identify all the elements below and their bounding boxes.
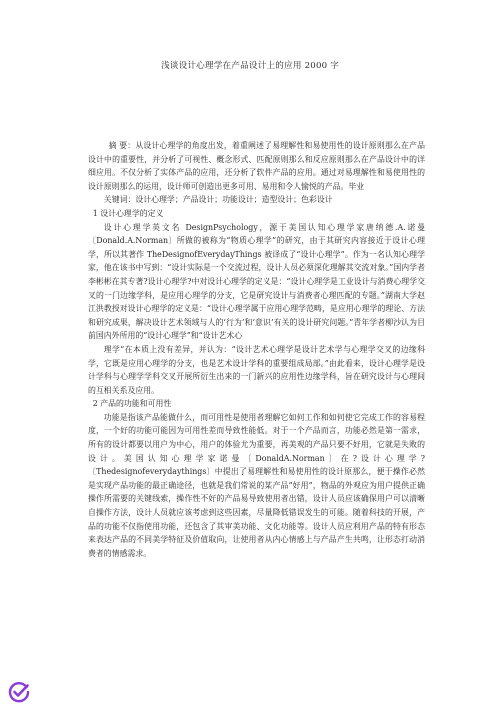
section-1-paragraph-2: 理学”在本质上没有差异，并认为：“设计艺术心理学是设计艺术学与心理学交叉的边缘科学，它既是应用心理学的分支，也是艺术设计学科的重要组成局部。”由此看来，设计心理学是设计学科与心理学学科交叉开展所衍生出来的一门新兴的应用性边缘学科，旨在研究设计与心理间的互相关系及应用。 bbox=[88, 344, 425, 395]
section-1-paragraph-1: 设计心理学英文名 DesignPsychology，源于美国认知心理学家唐纳德.A.诺曼〔Donald.A.Norman〕所做的被称为“物质心理学”的研究，由于其研究内容接近于设计心理学，所以其著作 TheDesignofEverydayThings 被译成了“设计心理学”。作为一名认知心理学家，他在该书中写到：“设计实际是一个交流过程，设计人员必须深化理解其交流对象。”国内学者李彬彬在其专著?设计心理学?中对设计心理学的定义是：“设计心理学是工业设计与消费心理学交叉的一门边缘学科，是应用心理学的分支，它是研究设计与消费者心理匹配的专题。”湖南大学赵江洪教授对设计心理学的定义是：“设计心理学属于应用心理学范畴，是应用心理学的理论、方法和研究成果，解决设计艺术领域与人的‘行为’和‘意识’有关的设计研究问题。”青年学者柳沙认为目前国内外所用的“设计心理学”和“设计艺术心 bbox=[88, 222, 425, 341]
checkmark-circle-icon[interactable] bbox=[8, 681, 30, 703]
document-title: 浅谈设计心理学在产品设计上的应用 2000 字 bbox=[160, 61, 340, 71]
section-2-paragraph-1: 功能是指该产品能做什么，而可用性是使用者理解它如何工作和如何使它完成工作的容易程度，一个好的功能可能因为可用性差而导致性能低。对于一个产品而言，功能必然是第一需求，所有的设计都要以用户为中心，用户的体验尤为重要，再美观的产品只要不好用，它就是失败的设计。美国认知心理学家诺曼〔DonaldA.Norman〕在?设计心理学?〔Thedesignofeverydaythings〕中提出了易理解性和易使用性的设计原那么，便于操作必然是实现产品功能的最正确途径，也就是我们常说的某产品“好用”，物品的外观应为用户提供正确操作所需要的关键线索，操作性不好的产品易导致使用者出错，设计人员应该确保用户可以清晰自操作方法，设计人员就应该考虑到这些因素，尽量降低错误发生的可能。随着科技的开展，产品的功能不仅指使用功能，还包含了其审美功能、文化功能等。设计人员应利用产品的特有形态来表达产品的不同美学特征及价值取向，让使用者从内心情感上与产品产生共鸣，让形态打动消费者的情感需求。 bbox=[88, 412, 425, 558]
section-1-heading: 1 设计心理学的定义 bbox=[92, 208, 164, 218]
section-2-heading: 2 产品的功能和可用性 bbox=[92, 399, 172, 409]
keywords-paragraph: 关键词：设计心理学；产品设计；功能设计；造型设计；色彩设计 bbox=[103, 195, 333, 205]
document-body bbox=[88, 139, 425, 560]
abstract-paragraph: 摘 要：从设计心理学的角度出发，着重阐述了易理解性和易使用性的设计原则那么在产品设计中的重要性，并分析了可视性、概念形式、匹配原则那么和反应原则那么在产品设计中的详细应用。不仅分析了实体产品的应用，还分析了软件产品的应用。通过对易理解性和易使用性的设计原则那么的运用，设计师可创造出更多可用、易用和令人愉悦的产品。毕业 bbox=[88, 141, 425, 191]
